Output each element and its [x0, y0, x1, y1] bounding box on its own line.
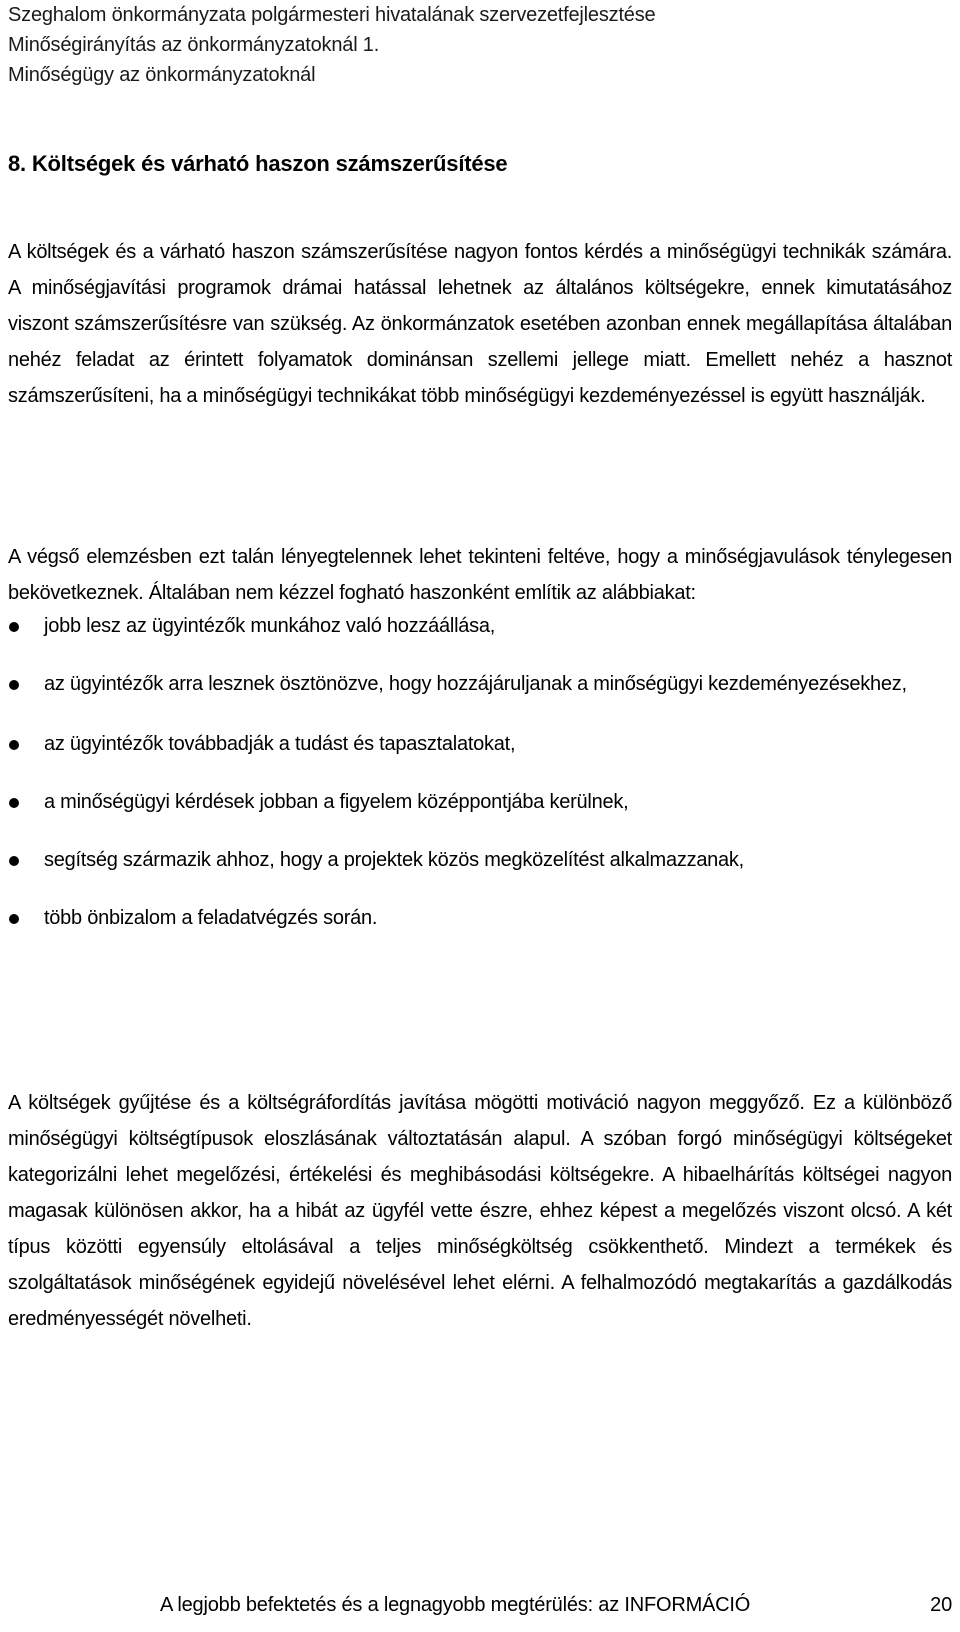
list-item: [8, 726, 952, 762]
list-item: [8, 900, 952, 936]
list-item-text: az ügyintézők továbbadják a tudást és tapasztalatokat,: [44, 733, 516, 755]
running-footer: [160, 1590, 952, 1620]
page-number: 20: [930, 1594, 952, 1616]
bullet-icon: [9, 680, 19, 690]
bullet-icon: [9, 856, 19, 866]
bullet-icon: [9, 914, 19, 924]
paragraph-cost-quantification: A költségek és a várható haszon számszerűsítése nagyon fontos kérdés a minőségügyi technikák számára. A minőségjavítási programok drámai hatással lehetnek az általános költségekre, ennek kimutatásához viszont számszerűsítésre van szükség. Az önkormánzatok esetében azonban ennek megállapítása általában nehéz feladat az érintett folyamatok dominánsan szellemi jellege miatt. Emellett nehéz a hasznot számszerűsíteni, ha a minőségügyi technikákat több minőségügyi kezdeményezéssel is együtt használják.: [8, 241, 952, 407]
bullet-icon: [9, 622, 19, 632]
list-item-text: jobb lesz az ügyintézők munkához való hozzáállása,: [44, 615, 496, 637]
header-line-subtitle: Minőségügy az önkormányzatoknál: [8, 64, 316, 86]
list-item-text: a minőségügyi kérdések jobban a figyelem középpontjába kerülnek,: [44, 791, 629, 813]
list-item: [8, 608, 952, 644]
footer-text: A legjobb befektetés és a legnagyobb megtérülés: az INFORMÁCIÓ: [160, 1594, 751, 1616]
running-header: [8, 0, 948, 90]
list-item: [8, 666, 952, 702]
bullet-icon: [9, 798, 19, 808]
list-item-text: az ügyintézők arra lesznek ösztönözve, hogy hozzájáruljanak a minőségügyi kezdeményezésekhez,: [44, 673, 907, 695]
header-line-organization: Szeghalom önkormányzata polgármesteri hivatalának szervezetfejlesztése: [8, 4, 656, 26]
header-line-series: Minőségirányítás az önkormányzatoknál 1.: [8, 34, 380, 56]
list-item-text: segítség származik ahhoz, hogy a projektek közös megközelítést alkalmazzanak,: [44, 849, 744, 871]
bullet-icon: [9, 740, 19, 750]
list-item: [8, 842, 952, 878]
paragraph-cost-motivation: A költségek gyűjtése és a költségráfordítás javítása mögötti motiváció nagyon meggyőző. Ez a különböző minőségügyi költségtípusok eloszlásának változtatásán alapul. A szóban forgó minőségügyi költségeket kategorizálni lehet megelőzési, értékelési és meghibásodási költségekre. A hibaelhárítás költségei nagyon magasak különösen akkor, ha a hibát az ügyfél vette észre, ehhez képest a megelőzés viszont olcsó. A két típus közötti egyensúly eltolásával a teljes minőségköltség csökkenthető. Mindezt a termékek és szolgáltatások minőségének egyidejű növelésével lehet elérni. A felhalmozódó megtakarítás a gazdálkodás eredményességét növelheti.: [8, 1092, 952, 1330]
paragraph-final-analysis: A végső elemzésben ezt talán lényegtelennek lehet tekinteni feltéve, hogy a minőségjavulások ténylegesen bekövetkeznek. Általában nem kézzel fogható haszonként említik az alábbiakat:: [8, 546, 952, 604]
section-title: 8. Költségek és várható haszon számszerűsítése: [8, 151, 508, 176]
benefits-list: [8, 608, 952, 958]
list-item-text: több önbizalom a feladatvégzés során.: [44, 907, 378, 929]
list-item: [8, 784, 952, 820]
